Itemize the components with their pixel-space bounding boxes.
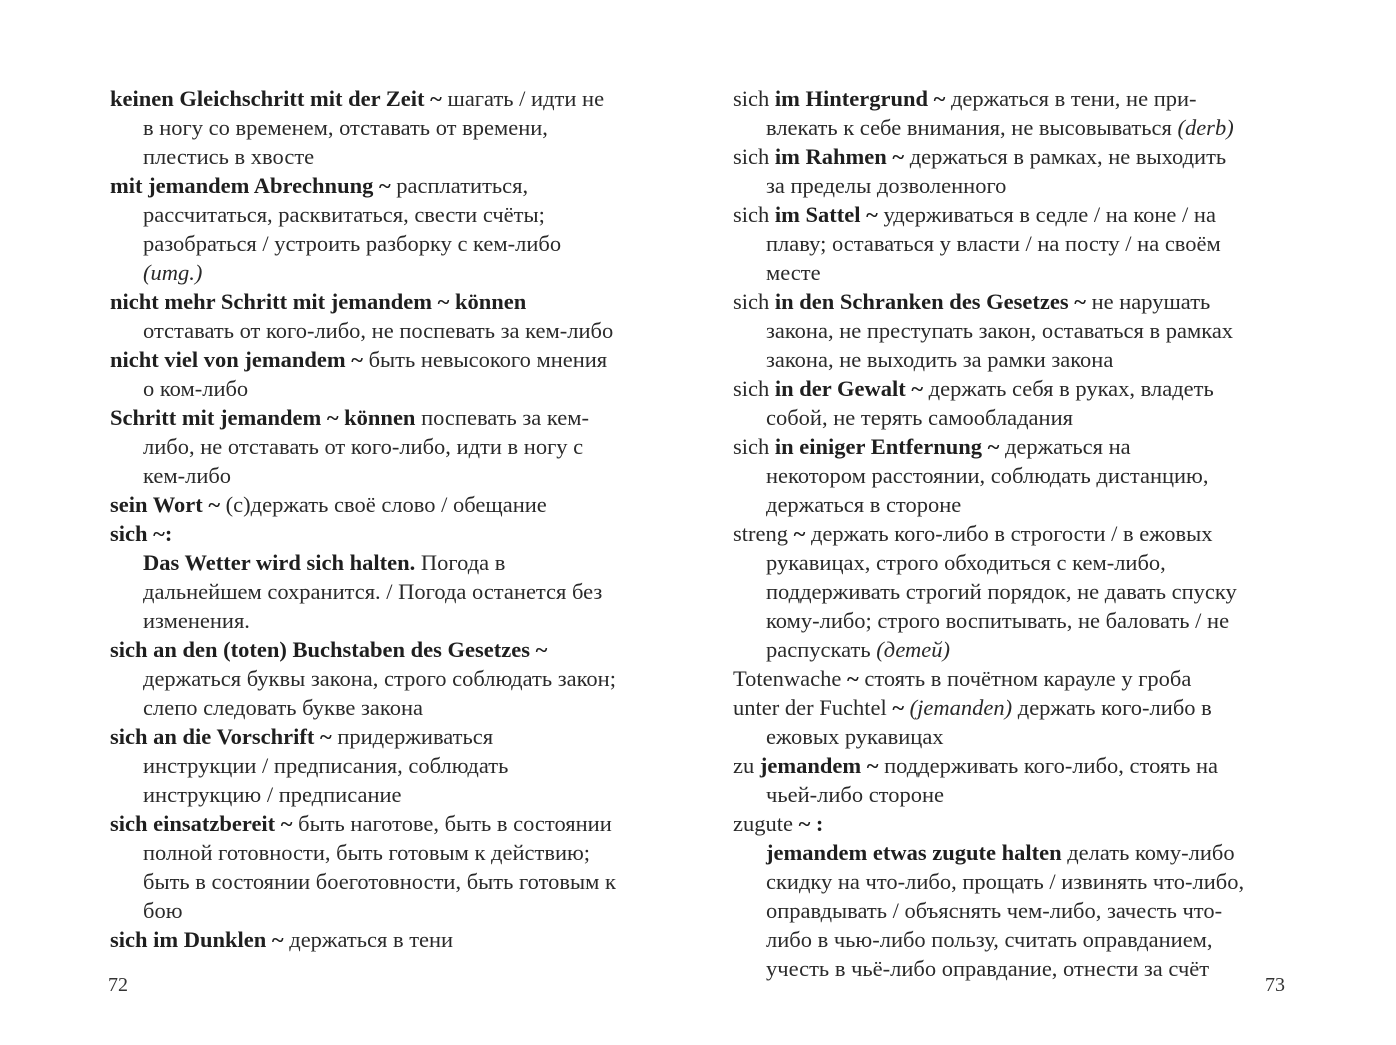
entry-keyword: im Hintergrund ~ — [774, 86, 946, 111]
dictionary-entry — [110, 84, 682, 171]
dictionary-entry — [733, 432, 1303, 519]
entry-headline — [733, 374, 1303, 403]
entry-text: влекать к себе внимания, не высовываться — [766, 115, 1178, 140]
entry-text: расплатиться, — [390, 173, 529, 198]
dictionary-entry — [733, 519, 1303, 664]
entry-text: инструкции / предписания, соблюдать — [143, 753, 509, 778]
entry-continuation — [110, 432, 682, 461]
entry-headline — [110, 403, 682, 432]
entry-keyword: jemandem ~ — [759, 753, 879, 778]
entry-headline — [733, 142, 1303, 171]
entry-keyword: im Sattel ~ — [774, 202, 878, 227]
entry-keyword: im Rahmen ~ — [774, 144, 905, 169]
entry-headline — [733, 664, 1303, 693]
entry-keyword: nicht mehr Schritt mit jemandem ~ können — [110, 289, 527, 314]
entry-text: изменения. — [143, 608, 250, 633]
entry-text: некотором расстоянии, соблюдать дистанцию, — [766, 463, 1209, 488]
entry-headline — [110, 809, 682, 838]
entry-text: рассчитаться, расквитаться, свести счёты; — [143, 202, 545, 227]
entry-continuation — [110, 258, 682, 287]
entry-headline — [110, 519, 682, 548]
dictionary-entry — [110, 809, 682, 925]
entry-text: держать кого-либо в — [1012, 695, 1212, 720]
right-page — [733, 84, 1303, 983]
entry-continuation — [110, 577, 682, 606]
dictionary-entry — [733, 693, 1303, 751]
entry-headline — [733, 751, 1303, 780]
dictionary-entry — [733, 200, 1303, 287]
entry-continuation — [733, 548, 1303, 577]
left-page — [110, 84, 682, 954]
entry-continuation — [733, 229, 1303, 258]
entry-text: слепо следовать букве закона — [143, 695, 423, 720]
entry-continuation — [733, 838, 1303, 867]
dictionary-entry — [733, 84, 1303, 142]
entry-text: zu — [733, 753, 760, 778]
entry-text: распускать — [766, 637, 877, 662]
entry-text: полной готовности, быть готовым к действию; — [143, 840, 591, 865]
entry-continuation — [733, 722, 1303, 751]
entry-text: sich — [733, 289, 775, 314]
dictionary-entry — [110, 490, 682, 519]
entry-text: Totenwache — [733, 666, 847, 691]
entry-text: придерживаться — [331, 724, 494, 749]
entry-headline — [733, 693, 1303, 722]
entry-text: удерживаться в седле / на коне / на — [877, 202, 1216, 227]
entry-keyword: ~ — [892, 695, 905, 720]
entry-text: оправдывать / объяснять чем-либо, зачесть что- — [766, 898, 1223, 923]
entry-continuation — [110, 113, 682, 142]
entry-continuation — [733, 258, 1303, 287]
entry-headline — [733, 432, 1303, 461]
entry-text: (с)держать своё слово / обещание — [220, 492, 547, 517]
entry-text: либо в чью-либо пользу, считать оправданием, — [766, 927, 1213, 952]
entry-text: поддерживать строгий порядок, не давать спуску — [766, 579, 1237, 604]
entry-continuation — [733, 780, 1303, 809]
entry-note: (derb) — [1177, 115, 1234, 140]
entry-text: дальнейшем сохранится. / Погода останется без — [143, 579, 603, 604]
dictionary-entry — [110, 925, 682, 954]
entry-continuation — [733, 635, 1303, 664]
entry-continuation — [733, 577, 1303, 606]
right-page-number: 73 — [1265, 974, 1285, 996]
entry-keyword: mit jemandem Abrechnung ~ — [110, 173, 391, 198]
entry-text: zugute — [733, 811, 799, 836]
entry-text: держаться в рамках, не выходить — [904, 144, 1227, 169]
entry-continuation — [110, 693, 682, 722]
entry-text: о ком-либо — [143, 376, 249, 401]
entry-headline — [733, 809, 1303, 838]
entry-headline — [733, 519, 1303, 548]
entry-text: не нарушать — [1085, 289, 1211, 314]
entry-continuation — [110, 461, 682, 490]
entry-text: sich — [733, 376, 775, 401]
dictionary-entry — [110, 722, 682, 809]
entry-note: (детей) — [876, 637, 951, 662]
entry-keyword: sein Wort ~ — [110, 492, 221, 517]
entry-keyword: ~ : — [798, 811, 824, 836]
entry-continuation — [110, 374, 682, 403]
entry-text: sich — [733, 434, 775, 459]
entry-continuation — [733, 606, 1303, 635]
entry-text: быть невысокого мнения — [362, 347, 608, 372]
entry-keyword: sich ~: — [110, 521, 173, 546]
entry-continuation — [733, 171, 1303, 200]
entry-text: месте — [766, 260, 821, 285]
entry-text: разобраться / устроить разборку с кем-либо — [143, 231, 562, 256]
entry-continuation — [110, 751, 682, 780]
entry-keyword: keinen Gleichschritt mit der Zeit ~ — [110, 86, 442, 111]
entry-continuation — [110, 606, 682, 635]
entry-note: (umg.) — [143, 260, 203, 285]
entry-text: делать кому-либо — [1061, 840, 1235, 865]
dictionary-entry — [110, 287, 682, 345]
entry-continuation — [110, 896, 682, 925]
entry-continuation — [110, 548, 682, 577]
entry-headline — [733, 84, 1303, 113]
dictionary-entry — [733, 287, 1303, 374]
entry-continuation — [110, 142, 682, 171]
entry-text: чьей-либо стороне — [766, 782, 944, 807]
entry-text: держаться в тени — [283, 927, 454, 952]
entry-text: unter der Fuchtel — [733, 695, 893, 720]
dictionary-entry — [110, 519, 682, 635]
entry-continuation — [733, 896, 1303, 925]
entry-headline — [733, 287, 1303, 316]
entry-keyword: in einiger Entfernung ~ — [774, 434, 1000, 459]
dictionary-entry — [110, 635, 682, 722]
entry-text: держать кого-либо в строгости / в ежовых — [805, 521, 1213, 546]
entry-headline — [110, 171, 682, 200]
entry-continuation — [110, 838, 682, 867]
entry-text: держаться на — [999, 434, 1131, 459]
entry-keyword: sich an den (toten) Buchstaben des Gesetzes ~ — [110, 637, 548, 662]
entry-text: скидку на что-либо, прощать / извинять что-либо, — [766, 869, 1245, 894]
entry-continuation — [110, 780, 682, 809]
entry-continuation — [110, 867, 682, 896]
dictionary-entry — [110, 345, 682, 403]
entry-text: sich — [733, 202, 775, 227]
entry-text: быть наготове, быть в состоянии — [292, 811, 612, 836]
entry-text: бою — [143, 898, 183, 923]
entry-keyword: sich im Dunklen ~ — [110, 927, 284, 952]
entry-continuation — [733, 113, 1303, 142]
entry-note: (jemanden) — [904, 695, 1013, 720]
entry-continuation — [733, 316, 1303, 345]
entry-headline — [110, 635, 682, 664]
entry-text: кем-либо — [143, 463, 232, 488]
entry-text: собой, не терять самообладания — [766, 405, 1073, 430]
entry-keyword: ~ — [847, 666, 859, 691]
entry-text: быть в состоянии боеготовности, быть готовым к — [143, 869, 616, 894]
entry-headline — [733, 200, 1303, 229]
entry-headline — [110, 287, 682, 316]
entry-text: кому-либо; строго воспитывать, не баловать / не — [766, 608, 1230, 633]
dictionary-entry — [733, 374, 1303, 432]
entry-continuation — [733, 954, 1303, 983]
entry-text: поддерживать кого-либо, стоять на — [878, 753, 1218, 778]
entry-continuation — [733, 403, 1303, 432]
entry-text: держаться буквы закона, строго соблюдать закон; — [143, 666, 616, 691]
entry-continuation — [110, 200, 682, 229]
dictionary-entry — [110, 171, 682, 287]
entry-continuation — [733, 490, 1303, 519]
entry-keyword: sich einsatzbereit ~ — [110, 811, 293, 836]
entry-keyword: nicht viel von jemandem ~ — [110, 347, 363, 372]
entry-continuation — [733, 461, 1303, 490]
entry-text: поспевать за кем- — [415, 405, 589, 430]
entry-text: держаться в тени, не при- — [945, 86, 1197, 111]
entry-text: держать себя в руках, владеть — [923, 376, 1214, 401]
entry-continuation — [733, 345, 1303, 374]
entry-continuation — [110, 229, 682, 258]
entry-keyword: jemandem etwas zugute halten — [766, 840, 1062, 865]
entry-keyword: Das Wetter wird sich halten. — [143, 550, 416, 575]
dictionary-entry — [733, 142, 1303, 200]
left-page-number: 72 — [108, 974, 128, 996]
entry-text: отставать от кого-либо, не поспевать за кем-либо — [143, 318, 614, 343]
entry-text: sich — [733, 144, 775, 169]
entry-headline — [110, 84, 682, 113]
entry-text: Погода в — [415, 550, 506, 575]
entry-text: рукавицах, строго обходиться с кем-либо, — [766, 550, 1166, 575]
entry-text: инструкцию / предписание — [143, 782, 402, 807]
entry-text: ежовых рукавицах — [766, 724, 944, 749]
entry-text: плаву; оставаться у власти / на посту / на своём — [766, 231, 1221, 256]
entry-text: стоять в почётном карауле у гроба — [858, 666, 1192, 691]
dictionary-entry — [733, 751, 1303, 809]
entry-text: учесть в чьё-либо оправдание, отнести за счёт — [766, 956, 1210, 981]
entry-continuation — [733, 867, 1303, 896]
entry-keyword: sich an die Vorschrift ~ — [110, 724, 332, 749]
entry-text: закона, не выходить за рамки закона — [766, 347, 1114, 372]
entry-keyword: Schritt mit jemandem ~ können — [110, 405, 416, 430]
entry-text: streng — [733, 521, 794, 546]
entry-headline — [110, 925, 682, 954]
entry-text: закона, не преступать закон, оставаться в рамках — [766, 318, 1234, 343]
entry-keyword: in den Schranken des Gesetzes ~ — [774, 289, 1086, 314]
entry-text: в ногу со временем, отставать от времени, — [143, 115, 548, 140]
entry-text: держаться в стороне — [766, 492, 962, 517]
dictionary-entry — [733, 664, 1303, 693]
entry-keyword: ~ — [793, 521, 806, 546]
entry-text: либо, не отставать от кого-либо, идти в ногу с — [143, 434, 584, 459]
entry-continuation — [110, 316, 682, 345]
entry-headline — [110, 490, 682, 519]
entry-text: за пределы дозволенного — [766, 173, 1007, 198]
entry-text: шагать / идти не — [441, 86, 605, 111]
dictionary-entry — [733, 809, 1303, 983]
entry-continuation — [733, 925, 1303, 954]
dictionary-entry — [110, 403, 682, 490]
entry-text: sich — [733, 86, 775, 111]
entry-keyword: in der Gewalt ~ — [774, 376, 924, 401]
entry-headline — [110, 345, 682, 374]
entry-continuation — [110, 664, 682, 693]
entry-text: плестись в хвосте — [143, 144, 315, 169]
entry-headline — [110, 722, 682, 751]
